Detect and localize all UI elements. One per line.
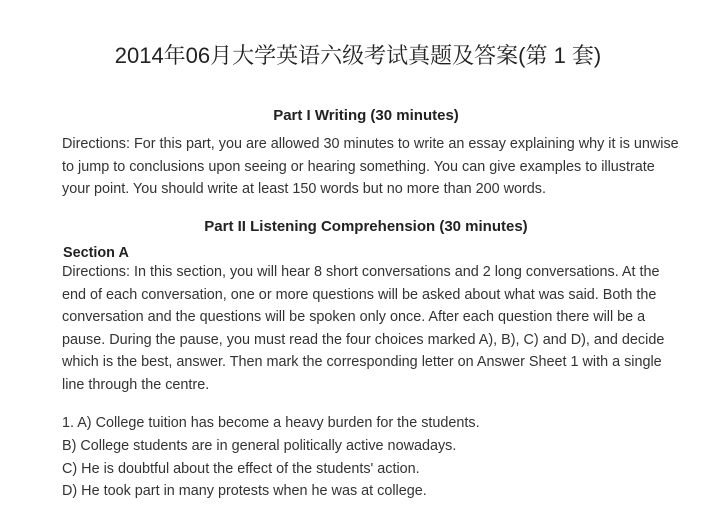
part2-heading: Part II Listening Comprehension (30 minutes) [204, 218, 528, 235]
part1-directions: Directions: For this part, you are allowed 30 minutes to write an essay explaining why it is unwise to jump to conclusions upon seeing or hearing something. You can give examples to illustrate your point. You should write at least 150 words but no more than 200 words. [62, 136, 679, 197]
part1-heading: Part I Writing (30 minutes) [273, 107, 459, 124]
question-1-option-b: B) College students are in general politically active nowadays. [62, 437, 457, 454]
page-title: 2014年06月大学英语六级考试真题及答案(第 1 套) [114, 43, 602, 68]
question-1-option-d: D) He took part in many protests when he was at college. [62, 483, 427, 500]
question-1-option-a: 1. A) College tuition has become a heavy burden for the students. [62, 415, 480, 431]
question-1-options [62, 412, 682, 503]
question-1-option-c: C) He is doubtful about the effect of the students' action. [62, 460, 420, 477]
part2-directions: Directions: In this section, you will hear 8 short conversations and 2 long conversations. At the end of each conversation, one or more questions will be asked about what was said. Both the conversation and the questions will be spoken only once. After each question there will be a pause. During the pause, you must read the four choices marked A), B), C) and D), and decide which is the best, answer. Then mark the corresponding letter on Answer Sheet 1 with a single line through the centre. [62, 264, 665, 393]
section-a-heading: Section A [63, 245, 129, 261]
